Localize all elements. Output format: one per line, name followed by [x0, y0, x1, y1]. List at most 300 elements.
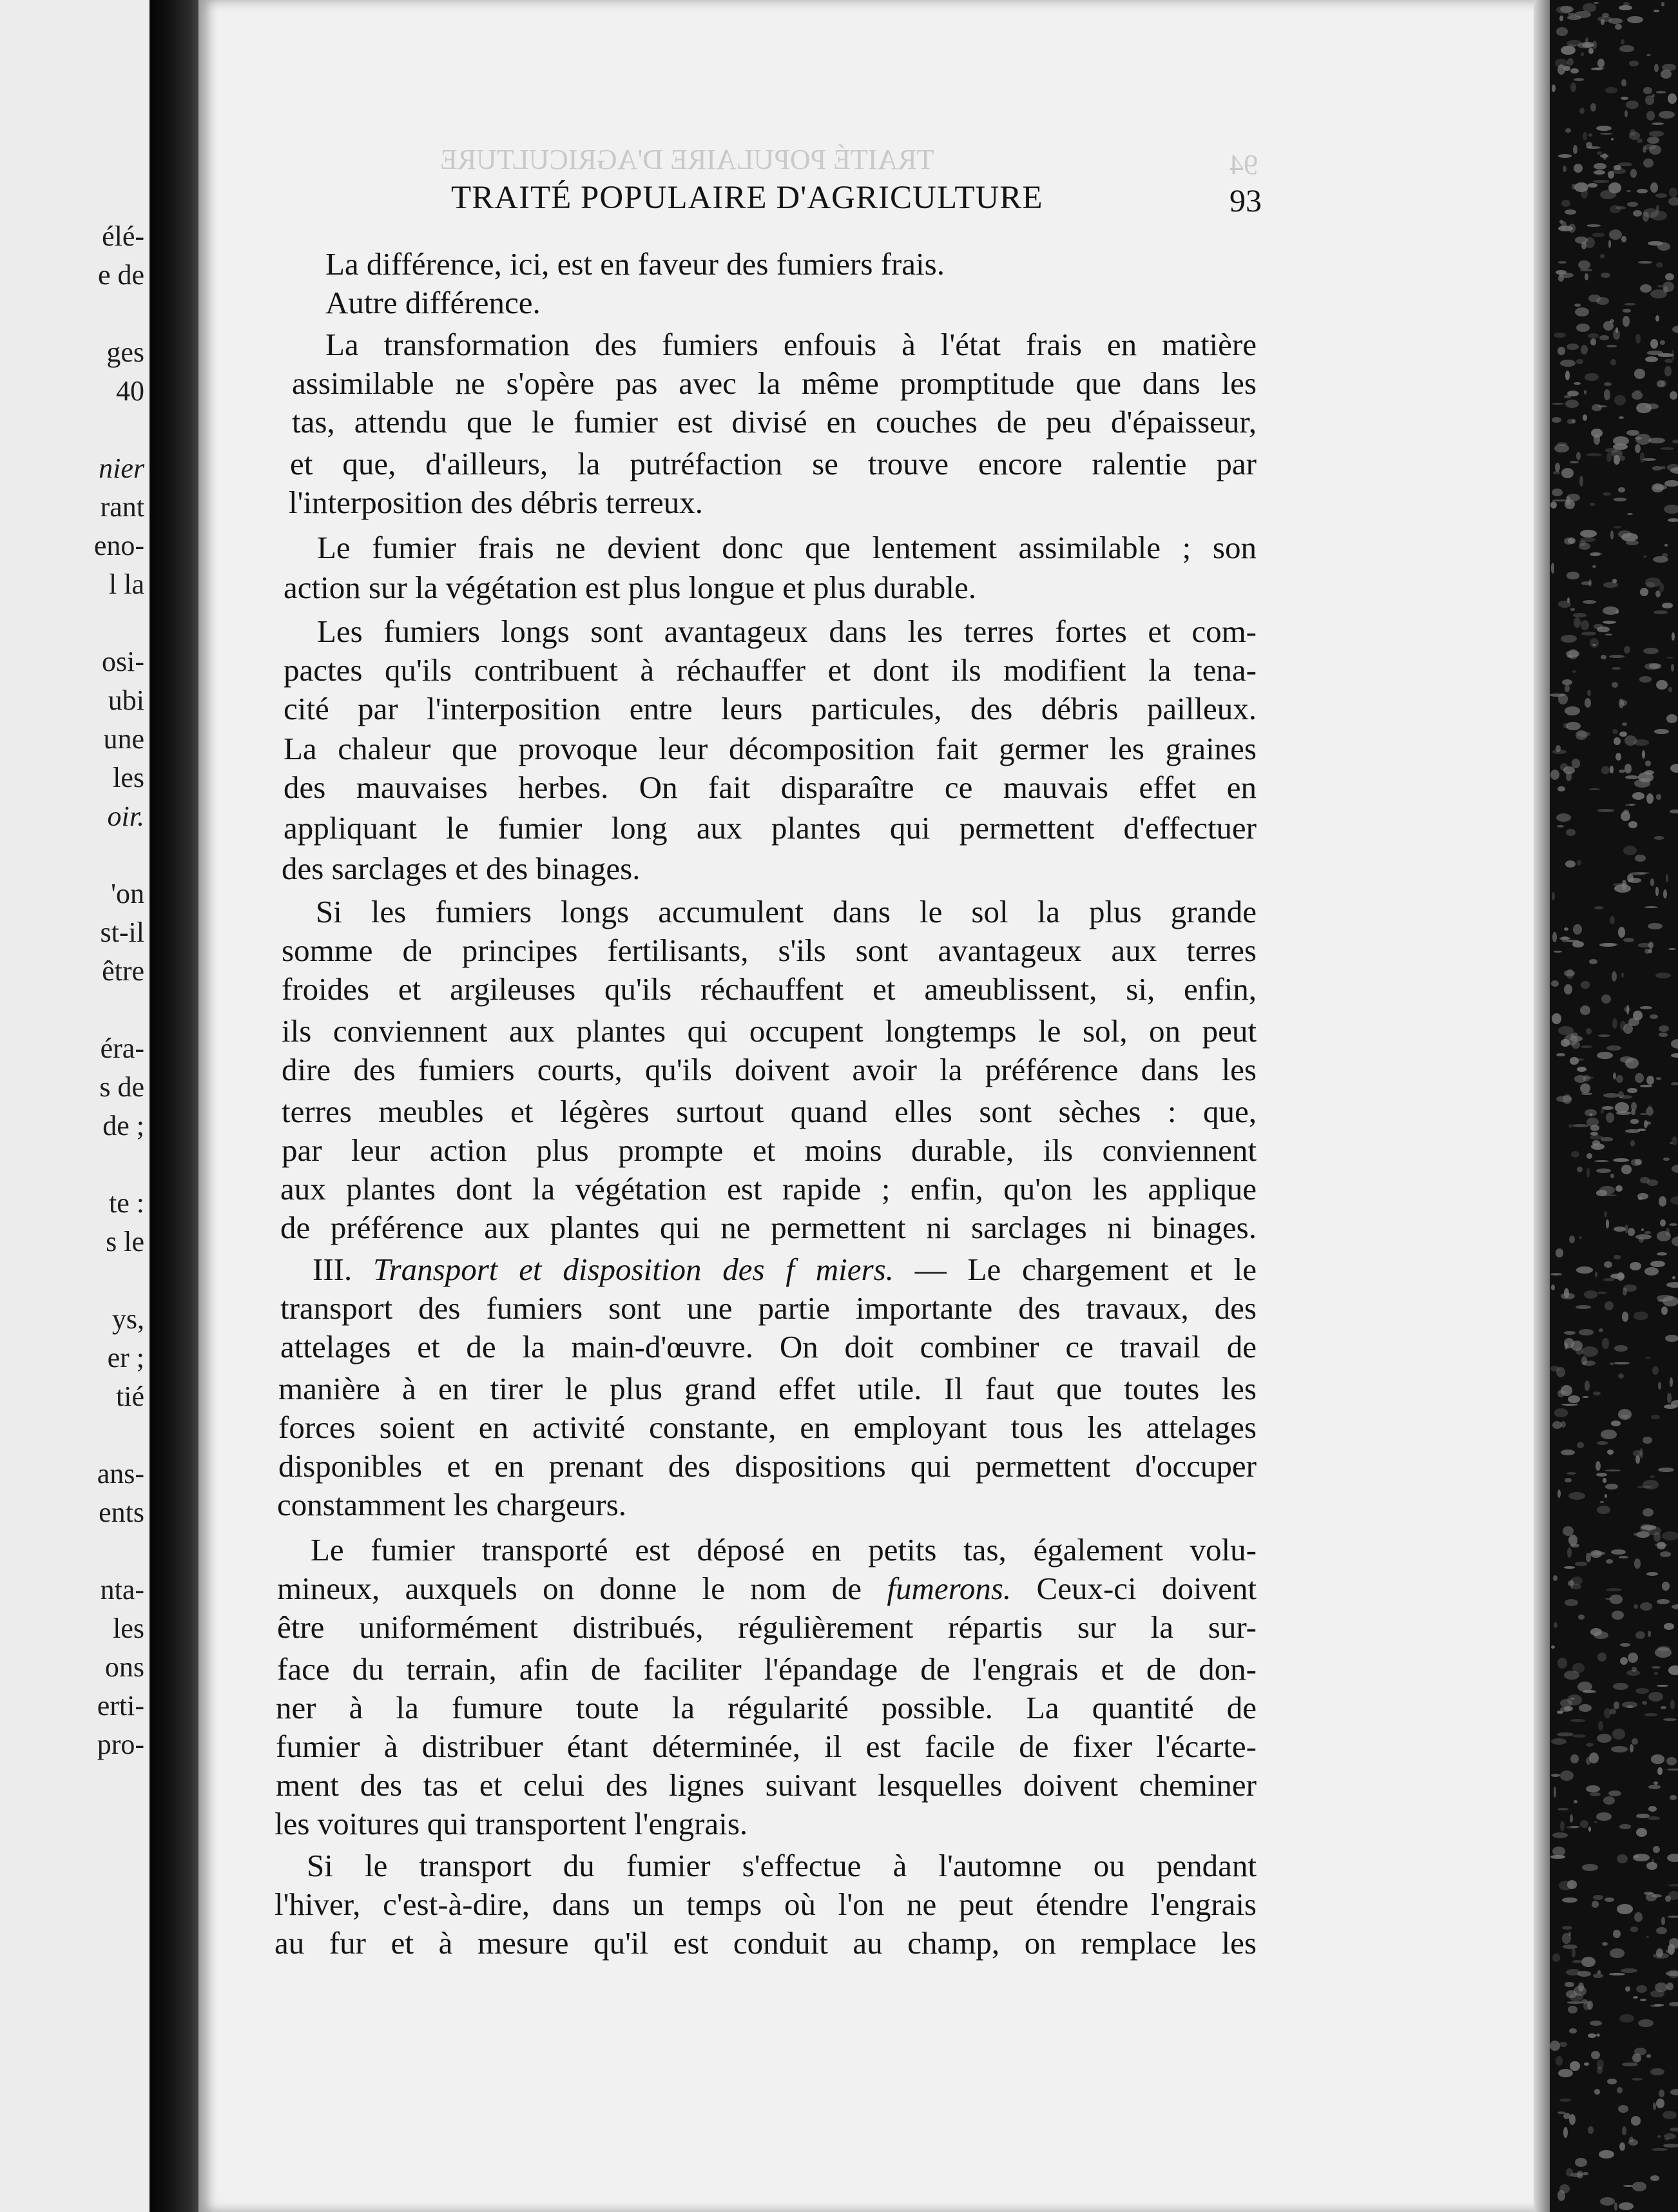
text-line: des mauvaises herbes. On fait disparaître ce mauvais effet en — [284, 770, 1257, 805]
edge-texture-speck — [1568, 1124, 1572, 1128]
edge-texture-speck — [1562, 1897, 1577, 1903]
edge-texture-speck — [1648, 1631, 1651, 1637]
edge-texture-speck — [1586, 1153, 1592, 1159]
edge-texture-speck — [1595, 1272, 1597, 1278]
edge-texture-speck — [1594, 163, 1606, 170]
edge-texture-speck — [1555, 59, 1568, 68]
edge-texture-speck — [1596, 1473, 1607, 1477]
edge-texture-speck — [1631, 1109, 1635, 1116]
edge-texture-speck — [1672, 632, 1675, 641]
left-page-fragment: les — [113, 762, 144, 793]
edge-texture-speck — [1627, 513, 1633, 515]
edge-texture-speck — [1568, 224, 1576, 232]
edge-texture-speck — [1668, 93, 1677, 104]
edge-texture-speck — [1562, 1926, 1572, 1930]
text-line: l'interposition des débris terreux. — [289, 485, 703, 520]
left-page-fragment: s de — [99, 1071, 144, 1103]
edge-texture-speck — [1564, 927, 1568, 931]
edge-texture-speck — [1670, 2128, 1678, 2131]
edge-texture-speck — [1592, 1901, 1599, 1908]
edge-texture-speck — [1614, 1255, 1621, 1259]
edge-texture-speck — [1614, 395, 1625, 406]
edge-texture-speck — [1658, 353, 1673, 356]
edge-texture-speck — [1605, 634, 1612, 635]
edge-texture-speck — [1584, 390, 1587, 394]
bleed-through-page-number: 94 — [1230, 149, 1258, 180]
edge-texture-speck — [1556, 813, 1571, 822]
text-line: forces soient en activité constante, en employant tous les attelages — [278, 1410, 1257, 1445]
edge-texture-speck — [1639, 1237, 1644, 1242]
edge-texture-speck — [1552, 84, 1556, 92]
edge-texture-speck — [1672, 1276, 1675, 1279]
edge-texture-speck — [1614, 1362, 1630, 1364]
text-line: les voitures qui transportent l'engrais. — [275, 1806, 748, 1841]
edge-texture-speck — [1561, 1293, 1575, 1300]
edge-texture-speck — [1625, 764, 1632, 773]
edge-texture-speck — [1581, 345, 1588, 354]
edge-texture-speck — [1640, 1602, 1653, 1611]
edge-texture-speck — [1651, 1754, 1664, 1763]
edge-texture-speck — [1648, 949, 1652, 953]
edge-texture-speck — [1589, 959, 1597, 964]
edge-texture-speck — [1574, 78, 1584, 81]
edge-texture-speck — [1636, 1985, 1647, 1993]
bleed-through-header: TRAITÉ POPULAIRE D'AGRICULTURE — [440, 144, 934, 175]
edge-texture-speck — [1665, 1335, 1678, 1342]
edge-texture-speck — [1643, 555, 1647, 558]
text-line: et que, d'ailleurs, la putréfaction se trouve encore ralentie par — [290, 446, 1257, 481]
edge-texture-speck — [1550, 501, 1557, 509]
page-number: 93 — [1230, 182, 1262, 218]
edge-texture-speck — [1577, 2171, 1583, 2178]
edge-texture-speck — [1657, 1767, 1663, 1775]
edge-texture-speck — [1669, 188, 1677, 197]
edge-texture-speck — [1662, 1582, 1670, 1591]
edge-texture-speck — [1597, 1052, 1612, 1060]
edge-texture-speck — [1643, 458, 1655, 461]
edge-texture-speck — [1619, 5, 1633, 10]
edge-texture-speck — [1622, 1312, 1628, 1322]
text-line: fumier à distribuer étant déterminée, il est facile de fixer l'écarte- — [276, 1729, 1257, 1764]
edge-texture-speck — [1620, 1657, 1628, 1665]
edge-texture-speck — [1577, 860, 1581, 866]
left-page-fragment: éra- — [100, 1033, 144, 1064]
edge-texture-speck — [1609, 229, 1622, 240]
edge-texture-speck — [1603, 621, 1616, 624]
edge-texture-speck — [1588, 183, 1597, 187]
edge-texture-speck — [1574, 1075, 1586, 1083]
edge-texture-speck — [1571, 1151, 1580, 1158]
edge-texture-speck — [1660, 1551, 1671, 1557]
edge-texture-speck — [1659, 1196, 1666, 1206]
edge-texture-speck — [1591, 68, 1603, 71]
edge-texture-speck — [1644, 1120, 1648, 1128]
edge-texture-speck — [1574, 1800, 1577, 1803]
edge-texture-speck — [1565, 1478, 1572, 1482]
edge-texture-speck — [1628, 878, 1642, 883]
edge-texture-speck — [1670, 1700, 1675, 1709]
edge-texture-speck — [1576, 1348, 1583, 1355]
edge-texture-speck — [1554, 951, 1563, 953]
edge-texture-speck — [1591, 2051, 1600, 2059]
edge-texture-speck — [1655, 193, 1667, 197]
edge-texture-speck — [1614, 526, 1621, 529]
edge-texture-speck — [1600, 2197, 1615, 2206]
edge-texture-speck — [1588, 2126, 1594, 2134]
edge-texture-speck — [1659, 2090, 1664, 2097]
edge-texture-speck — [1552, 892, 1555, 900]
edge-texture-speck — [1581, 52, 1583, 57]
edge-texture-speck — [1633, 210, 1642, 217]
text-line: ment des tas et celui des lignes suivant lesquelles doivent cheminer — [276, 1767, 1257, 1803]
edge-texture-speck — [1622, 2062, 1638, 2066]
edge-texture-speck — [1652, 1366, 1658, 1375]
edge-texture-speck — [1646, 54, 1651, 56]
edge-texture-speck — [1594, 170, 1605, 175]
edge-texture-speck — [1555, 463, 1560, 472]
edge-texture-speck — [1637, 139, 1643, 143]
edge-texture-speck — [1657, 1685, 1668, 1687]
edge-texture-speck — [1552, 1013, 1561, 1024]
edge-texture-speck — [1602, 1942, 1608, 1946]
edge-texture-speck — [1557, 786, 1565, 791]
edge-texture-speck — [1617, 1904, 1633, 1914]
edge-texture-speck — [1599, 2150, 1614, 2159]
text-line: mineux, auxquels on donne le nom de fumerons. Ceux-ci doivent — [277, 1571, 1257, 1606]
text-line: Si le transport du fumier s'effectue à l'automne ou pendant — [307, 1848, 1257, 1883]
edge-texture-speck — [1672, 1136, 1677, 1146]
edge-texture-speck — [1621, 973, 1624, 978]
edge-texture-speck — [1592, 644, 1596, 646]
edge-texture-speck — [1648, 923, 1663, 929]
edge-texture-speck — [1634, 369, 1645, 379]
edge-texture-speck — [1635, 1073, 1643, 1083]
edge-texture-speck — [1606, 1588, 1623, 1592]
edge-texture-speck — [1621, 533, 1638, 541]
edge-texture-speck — [1632, 792, 1644, 800]
edge-texture-speck — [1633, 1996, 1638, 1999]
text-line: tas, attendu que le fumier est divisé en couches de peu d'épaisseur, — [292, 404, 1257, 440]
edge-texture-speck — [1590, 1792, 1601, 1796]
edge-texture-speck — [1576, 324, 1589, 332]
edge-texture-speck — [1666, 714, 1677, 723]
edge-texture-speck — [1577, 1067, 1586, 1072]
edge-texture-speck — [1588, 1827, 1591, 1831]
edge-texture-speck — [1650, 182, 1658, 193]
edge-texture-speck — [1621, 811, 1630, 821]
edge-texture-speck — [1619, 2014, 1634, 2023]
edge-texture-speck — [1601, 1137, 1613, 1141]
edge-texture-speck — [1640, 1085, 1652, 1088]
edge-texture-speck — [1606, 1112, 1614, 1123]
edge-texture-speck — [1647, 137, 1659, 144]
edge-texture-speck — [1594, 2, 1599, 5]
left-page-fragment: ans- — [97, 1458, 144, 1489]
left-page-fragment: nier — [99, 452, 144, 484]
edge-texture-speck — [1597, 1292, 1606, 1294]
edge-texture-speck — [1607, 1450, 1614, 1455]
edge-texture-speck — [1552, 1832, 1567, 1838]
edge-texture-speck — [1646, 111, 1655, 120]
edge-texture-speck — [1560, 6, 1574, 13]
edge-texture-speck — [1582, 1864, 1598, 1871]
edge-texture-speck — [1580, 530, 1597, 538]
edge-texture-speck — [1572, 1960, 1582, 1963]
edge-texture-speck — [1650, 1014, 1658, 1019]
left-page-fragment: de ; — [102, 1110, 144, 1141]
edge-texture-speck — [1585, 273, 1588, 280]
edge-texture-speck — [1583, 600, 1597, 605]
edge-texture-speck — [1666, 1282, 1678, 1288]
edge-texture-speck — [1551, 1738, 1567, 1745]
edge-texture-speck — [1654, 729, 1669, 734]
edge-texture-speck — [1644, 663, 1659, 670]
edge-texture-speck — [1623, 309, 1631, 313]
edge-texture-speck — [1637, 1129, 1646, 1130]
edge-texture-speck — [1575, 11, 1592, 18]
edge-texture-speck — [1592, 233, 1605, 237]
edge-texture-speck — [1586, 1785, 1600, 1792]
edge-texture-speck — [1600, 133, 1612, 135]
edge-texture-speck — [1583, 2172, 1588, 2175]
edge-texture-speck — [1619, 2202, 1634, 2210]
edge-texture-speck — [1561, 1450, 1575, 1455]
edge-texture-speck — [1619, 732, 1627, 737]
edge-texture-speck — [1558, 154, 1572, 158]
edge-texture-speck — [1563, 1945, 1577, 1949]
edge-texture-speck — [1603, 1796, 1615, 1805]
edge-texture-speck — [1628, 1228, 1635, 1236]
edge-texture-speck — [1619, 2142, 1625, 2151]
edge-texture-speck — [1653, 1953, 1669, 1959]
edge-texture-speck — [1565, 128, 1571, 133]
edge-texture-speck — [1563, 2127, 1568, 2137]
edge-texture-speck — [1596, 1461, 1601, 1471]
text-line: attelages et de la main-d'œuvre. On doit combiner ce travail de — [280, 1329, 1257, 1364]
edge-texture-speck — [1663, 1296, 1678, 1306]
edge-texture-speck — [1659, 111, 1675, 119]
edge-texture-speck — [1668, 1665, 1678, 1675]
edge-texture-speck — [1649, 131, 1664, 136]
edge-texture-speck — [1557, 1732, 1574, 1737]
edge-texture-speck — [1565, 706, 1581, 715]
running-header: TRAITÉ POPULAIRE D'AGRICULTURE — [451, 180, 1043, 216]
edge-texture-speck — [1601, 994, 1611, 1004]
edge-texture-speck — [1612, 667, 1621, 669]
edge-texture-speck — [1652, 2148, 1667, 2150]
edge-texture-speck — [1581, 1957, 1596, 1967]
edge-texture-speck — [1670, 810, 1678, 813]
edge-texture-speck — [1567, 344, 1578, 350]
edge-texture-speck — [1577, 1167, 1583, 1172]
edge-texture-speck — [1671, 1039, 1678, 1049]
text-line: face du terrain, afin de faciliter l'épandage de l'engrais et de don- — [277, 1651, 1257, 1687]
edge-texture-speck — [1618, 1409, 1632, 1420]
edge-texture-speck — [1592, 565, 1596, 568]
edge-texture-speck — [1629, 804, 1635, 806]
edge-texture-speck — [1631, 2116, 1641, 2125]
text-line: Si les fumiers longs accumulent dans le sol la plus grande — [316, 894, 1257, 929]
left-page-fragment: 'on — [111, 878, 144, 909]
edge-texture-speck — [1564, 1671, 1579, 1680]
edge-texture-speck — [1607, 2079, 1617, 2084]
edge-texture-speck — [1598, 1721, 1603, 1731]
edge-texture-speck — [1563, 1526, 1574, 1535]
edge-texture-speck — [1577, 1682, 1592, 1692]
edge-texture-speck — [1646, 1893, 1657, 1901]
text-line: cité par l'interposition entre leurs particules, des débris pailleux. — [284, 691, 1257, 726]
edge-texture-speck — [1599, 1186, 1615, 1195]
edge-texture-speck — [1666, 1971, 1678, 1976]
edge-texture-speck — [1557, 1489, 1561, 1498]
edge-texture-speck — [1613, 1683, 1628, 1690]
edge-texture-speck — [1646, 1862, 1657, 1870]
edge-texture-speck — [1559, 2184, 1570, 2193]
edge-texture-speck — [1657, 1252, 1667, 1256]
edge-texture-speck — [1572, 1124, 1588, 1127]
edge-texture-speck — [1610, 766, 1614, 773]
left-page-fragment: être — [102, 955, 144, 987]
edge-texture-speck — [1661, 70, 1672, 79]
edge-texture-speck — [1657, 1542, 1666, 1549]
edge-texture-speck — [1593, 1974, 1603, 1978]
edge-texture-speck — [1557, 1808, 1568, 1810]
edge-texture-speck — [1668, 1944, 1675, 1955]
text-line: dire des fumiers courts, qu'ils doivent avoir la préférence dans les — [282, 1052, 1257, 1087]
edge-texture-speck — [1610, 1174, 1614, 1178]
edge-texture-speck — [1574, 304, 1581, 307]
edge-texture-speck — [1566, 2168, 1573, 2177]
edge-texture-speck — [1615, 206, 1626, 209]
edge-texture-speck — [1570, 1754, 1578, 1763]
edge-texture-speck — [1550, 2041, 1560, 2051]
edge-texture-speck — [1609, 655, 1625, 658]
edge-texture-speck — [1589, 788, 1599, 790]
edge-texture-speck — [1634, 1312, 1648, 1320]
edge-texture-speck — [1559, 2099, 1571, 2102]
edge-texture-speck — [1657, 242, 1670, 251]
edge-texture-speck — [1604, 1211, 1607, 1218]
edge-texture-speck — [1568, 2006, 1577, 2013]
edge-texture-speck — [1660, 340, 1665, 345]
edge-texture-speck — [1559, 937, 1570, 940]
edge-texture-speck — [1567, 969, 1574, 979]
edge-texture-speck — [1586, 1168, 1590, 1178]
edge-texture-speck — [1625, 110, 1628, 117]
edge-texture-speck — [1654, 1672, 1658, 1676]
edge-texture-speck — [1642, 750, 1645, 759]
edge-texture-speck — [1663, 1158, 1670, 1161]
edge-texture-speck — [1623, 316, 1630, 326]
edge-texture-speck — [1585, 1381, 1590, 1392]
edge-texture-speck — [1650, 1261, 1665, 1267]
left-page-fragment: tié — [116, 1381, 144, 1412]
edge-texture-speck — [1670, 2089, 1678, 2095]
edge-texture-speck — [1662, 603, 1673, 608]
edge-texture-speck — [1622, 723, 1627, 725]
edge-texture-speck — [1634, 1558, 1641, 1569]
edge-texture-speck — [1654, 1532, 1660, 1542]
edge-texture-speck — [1594, 906, 1604, 909]
edge-texture-speck — [1568, 1395, 1579, 1403]
edge-texture-speck — [1558, 694, 1568, 704]
edge-texture-speck — [1562, 679, 1572, 686]
edge-texture-speck — [1650, 2004, 1661, 2007]
edge-texture-speck — [1594, 624, 1603, 629]
book-edge-dark — [1550, 0, 1678, 2212]
edge-texture-speck — [1594, 1821, 1597, 1823]
edge-texture-speck — [1648, 1105, 1652, 1109]
edge-texture-speck — [1596, 2033, 1600, 2037]
edge-texture-speck — [1618, 487, 1625, 492]
edge-texture-speck — [1670, 764, 1678, 773]
edge-texture-speck — [1558, 2069, 1573, 2077]
edge-texture-speck — [1663, 2144, 1678, 2148]
text-line: l'hiver, c'est-à-dire, dans un temps où l'on ne peut étendre l'engrais — [275, 1887, 1257, 1922]
edge-texture-speck — [1640, 588, 1648, 596]
edge-texture-speck — [1672, 1236, 1678, 1247]
edge-texture-speck — [1587, 690, 1591, 696]
edge-texture-speck — [1605, 87, 1617, 94]
edge-texture-speck — [1575, 237, 1587, 244]
edge-texture-speck — [1570, 461, 1579, 463]
edge-texture-speck — [1581, 1045, 1592, 1049]
edge-texture-speck — [1565, 684, 1570, 692]
edge-texture-speck — [1606, 1559, 1613, 1564]
edge-texture-speck — [1567, 391, 1579, 396]
edge-texture-speck — [1556, 1367, 1565, 1377]
edge-texture-speck — [1552, 417, 1561, 423]
edge-texture-speck — [1559, 2042, 1567, 2047]
edge-texture-speck — [1648, 1806, 1657, 1812]
text-line: Autre différence. — [325, 285, 541, 320]
edge-texture-speck — [1667, 1769, 1678, 1771]
edge-texture-speck — [1639, 1448, 1643, 1459]
edge-texture-speck — [1663, 889, 1667, 898]
edge-texture-speck — [1575, 1058, 1584, 1061]
left-page-fragment: st-il — [100, 917, 144, 948]
edge-texture-speck — [1655, 887, 1658, 896]
edge-texture-speck — [1659, 583, 1664, 592]
edge-texture-speck — [1645, 761, 1650, 767]
edge-texture-speck — [1554, 1787, 1556, 1798]
left-page-fragment: une — [103, 723, 144, 755]
edge-texture-speck — [1603, 1278, 1614, 1281]
edge-texture-speck — [1666, 874, 1668, 883]
edge-texture-speck — [1605, 1484, 1618, 1489]
edge-texture-speck — [1633, 1854, 1650, 1861]
edge-texture-speck — [1637, 189, 1648, 193]
edge-texture-speck — [1668, 518, 1678, 522]
edge-texture-speck — [1565, 1599, 1578, 1606]
edge-texture-speck — [1665, 1896, 1671, 1902]
edge-texture-speck — [1586, 453, 1602, 456]
edge-texture-speck — [1572, 419, 1576, 423]
edge-texture-speck — [1581, 981, 1589, 989]
edge-texture-speck — [1650, 1475, 1655, 1479]
edge-texture-speck — [1551, 980, 1559, 987]
edge-texture-speck — [1621, 97, 1628, 100]
edge-texture-speck — [1613, 1158, 1629, 1162]
edge-texture-speck — [1613, 883, 1628, 887]
edge-texture-speck — [1576, 1305, 1591, 1310]
edge-texture-speck — [1637, 1193, 1648, 1199]
edge-texture-speck — [1626, 1670, 1640, 1676]
edge-texture-speck — [1599, 1328, 1603, 1332]
edge-texture-speck — [1578, 1615, 1585, 1620]
edge-texture-speck — [1613, 1930, 1621, 1938]
edge-texture-speck — [1598, 1034, 1611, 1037]
